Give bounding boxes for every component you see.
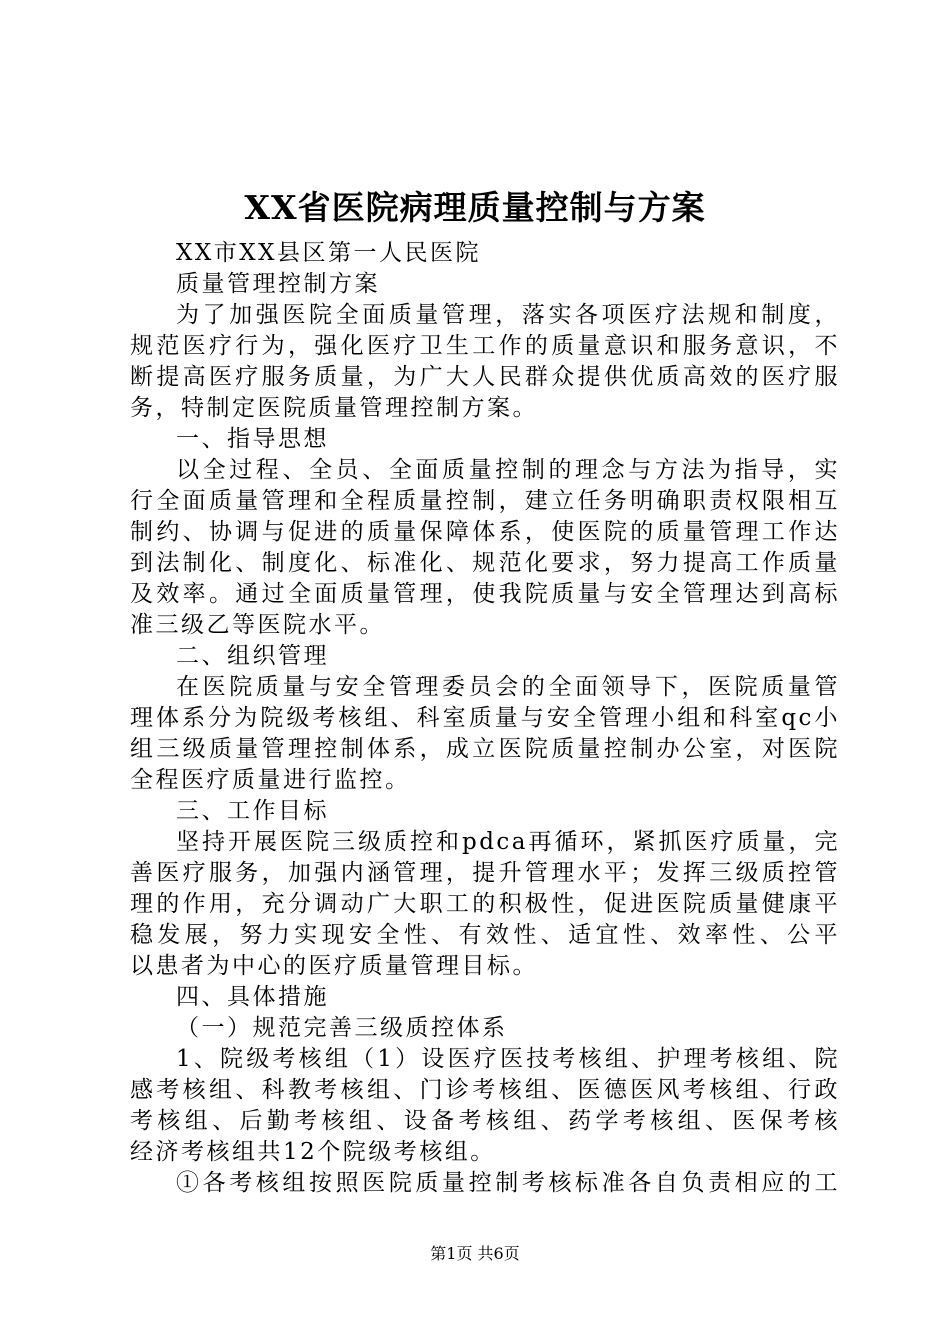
- section-heading: 一、指导思想: [176, 426, 329, 452]
- section-heading: 四、具体措施: [176, 984, 329, 1010]
- paragraph-line: 制约、协调与促进的质量保障体系，使医院的质量管理工作达: [130, 519, 840, 545]
- document-body: [130, 238, 840, 1199]
- paragraph-line: 组三级质量管理控制体系，成立医院质量控制办公室，对医院: [130, 736, 840, 762]
- paragraph-line: 规范医疗行为，强化医疗卫生工作的质量意识和服务意识，不: [130, 333, 840, 359]
- paragraph-line: 理体系分为院级考核组、科室质量与安全管理小组和科室qc小: [130, 705, 840, 731]
- paragraph-line: 善医疗服务，加强内涵管理，提升管理水平；发挥三级质控管: [130, 860, 840, 886]
- paragraph-line: 为了加强医院全面质量管理，落实各项医疗法规和制度，: [176, 302, 840, 328]
- paragraph-line: 感考核组、科教考核组、门诊考核组、医德医风考核组、行政: [130, 1077, 840, 1103]
- paragraph-line: 以患者为中心的医疗质量管理目标。: [130, 953, 538, 979]
- paragraph-line: 理的作用，充分调动广大职工的积极性，促进医院质量健康平: [130, 891, 840, 917]
- paragraph-line: 考核组、后勤考核组、设备考核组、药学考核组、医保考核: [130, 1108, 840, 1134]
- section-heading: 二、组织管理: [176, 643, 329, 669]
- paragraph-line: 经济考核组共12个院级考核组。: [130, 1139, 496, 1165]
- paragraph-line: 在医院质量与安全管理委员会的全面领导下，医院质量管: [176, 674, 840, 700]
- section-heading: 三、工作目标: [176, 798, 329, 824]
- paragraph-line: 1、院级考核组（1）设医疗医技考核组、护理考核组、院: [176, 1046, 840, 1072]
- paragraph-line: 准三级乙等医院水平。: [130, 612, 385, 638]
- paragraph-line: 以全过程、全员、全面质量控制的理念与方法为指导，实: [176, 457, 840, 483]
- paragraph-line: 稳发展，努力实现安全性、有效性、适宜性、效率性、公平: [130, 922, 840, 948]
- paragraph-line: 坚持开展医院三级质控和pdca再循环，紧抓医疗质量，完: [176, 829, 840, 855]
- subsection-heading: （一）规范完善三级质控体系: [176, 1015, 508, 1041]
- paragraph-line: ①各考核组按照医院质量控制考核标准各自负责相应的工: [176, 1170, 840, 1196]
- org-name-line: XX市XX县区第一人民医院: [176, 240, 481, 266]
- document-title: XX省医院病理质量控制与方案: [244, 188, 706, 227]
- paragraph-line: 断提高医疗服务质量，为广大人民群众提供优质高效的医疗服: [130, 364, 840, 390]
- paragraph-line: 到法制化、制度化、标准化、规范化要求，努力提高工作质量: [130, 550, 840, 576]
- page-number-footer: 第1页 共6页: [430, 1244, 520, 1263]
- paragraph-line: 全程医疗质量进行监控。: [130, 767, 411, 793]
- paragraph-line: 务，特制定医院质量管理控制方案。: [130, 395, 538, 421]
- paragraph-line: 行全面质量管理和全程质量控制，建立任务明确职责权限相互: [130, 488, 840, 514]
- subtitle-line: 质量管理控制方案: [176, 271, 380, 297]
- paragraph-line: 及效率。通过全面质量管理，使我院质量与安全管理达到高标: [130, 581, 840, 607]
